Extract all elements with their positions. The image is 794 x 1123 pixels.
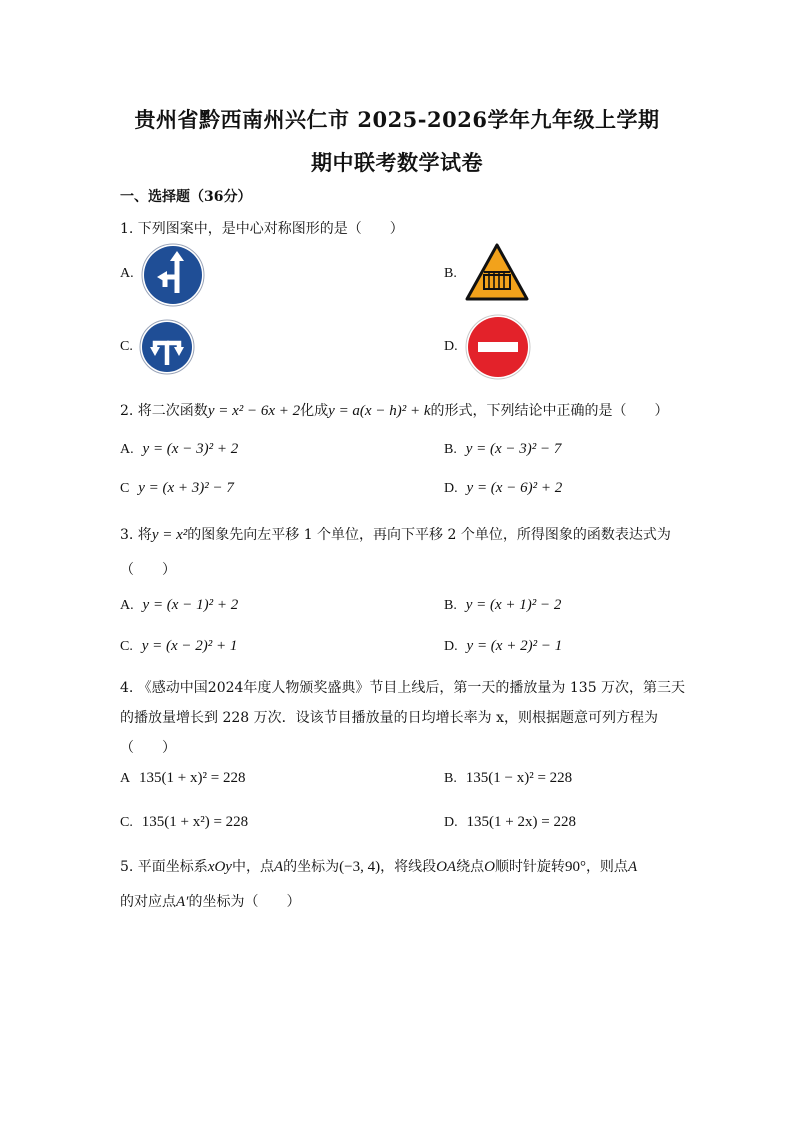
section-heading: 一、选择题（36分） [120,189,252,205]
turn-left-and-straight-sign-icon[interactable] [141,243,205,307]
question-5-line2: 的对应点A′的坐标为（ ） [120,894,301,910]
question-3-answer-bracket: （ ） [120,562,176,578]
q1-option-d-label[interactable]: D. [444,339,458,354]
question-3-stem: 3. 将y = x²的图象先向左平移 1 个单位，再向下平移 2 个单位，所得图象的函数表达式为 [120,527,671,543]
q2-text-b: 化成 [300,403,329,419]
q3-option-d[interactable]: D. y = (x + 2)² − 1 [444,638,563,654]
q2-formula-2: y = a(x − h)² + k [328,403,431,419]
q2-option-b[interactable]: B. y = (x − 3)² − 7 [444,441,562,457]
q1-option-b-label[interactable]: B. [444,266,457,281]
q2-text-a: 2. 将二次函数 [120,403,208,419]
question-4-line2: 的播放量增长到 228 万次．设该节目播放量的日均增长率为 x，则根据题意可列方程为 [120,710,658,726]
q3-option-b[interactable]: B. y = (x + 1)² − 2 [444,597,562,613]
question-1-stem: 1. 下列图案中，是中心对称图形的是（ ） [120,221,404,237]
turn-left-or-right-sign-icon[interactable] [139,319,195,375]
question-5-line1: 5. 平面坐标系xOy中，点A的坐标为(−3, 4)，将线段OA绕点O顺时针旋转90°，则点A [120,859,638,875]
q4-option-d[interactable]: D. 135(1 + 2x) = 228 [444,814,576,830]
page-title-line2: 期中联考数学试卷 [311,150,483,175]
q2-option-a[interactable]: A. y = (x − 3)² + 2 [120,441,239,457]
q1-option-c-label[interactable]: C. [120,339,133,354]
no-entry-sign-icon[interactable] [465,314,531,380]
question-2-stem [120,400,668,420]
q4-option-a[interactable]: A 135(1 + x)² = 228 [120,770,246,786]
page-title-line1: 贵州省黔西南州兴仁市 2025-2026学年九年级上学期 [134,107,660,132]
q3-option-a[interactable]: A. y = (x − 1)² + 2 [120,597,239,613]
q4-option-b[interactable]: B. 135(1 − x)² = 228 [444,770,573,786]
railway-crossing-warning-sign-icon[interactable] [464,242,530,302]
q4-option-c[interactable]: C. 135(1 + x²) = 228 [120,814,249,830]
q2-text-c: 的形式，下列结论中正确的是（ ） [430,403,669,419]
q2-option-c[interactable]: C y = (x + 3)² − 7 [120,480,234,496]
q3-formula: y = x² [151,527,188,543]
q2-formula-1: y = x² − 6x + 2 [207,403,301,419]
q2-option-d[interactable]: D. y = (x − 6)² + 2 [444,480,563,496]
question-4-line1: 4. 《感动中国2024年度人物颁奖盛典》节目上线后，第一天的播放量为 135 万次，第三天 [120,680,686,696]
q1-option-a-label[interactable]: A. [120,266,134,281]
question-4-answer-bracket: （ ） [120,740,176,756]
q3-option-c[interactable]: C. y = (x − 2)² + 1 [120,638,238,654]
